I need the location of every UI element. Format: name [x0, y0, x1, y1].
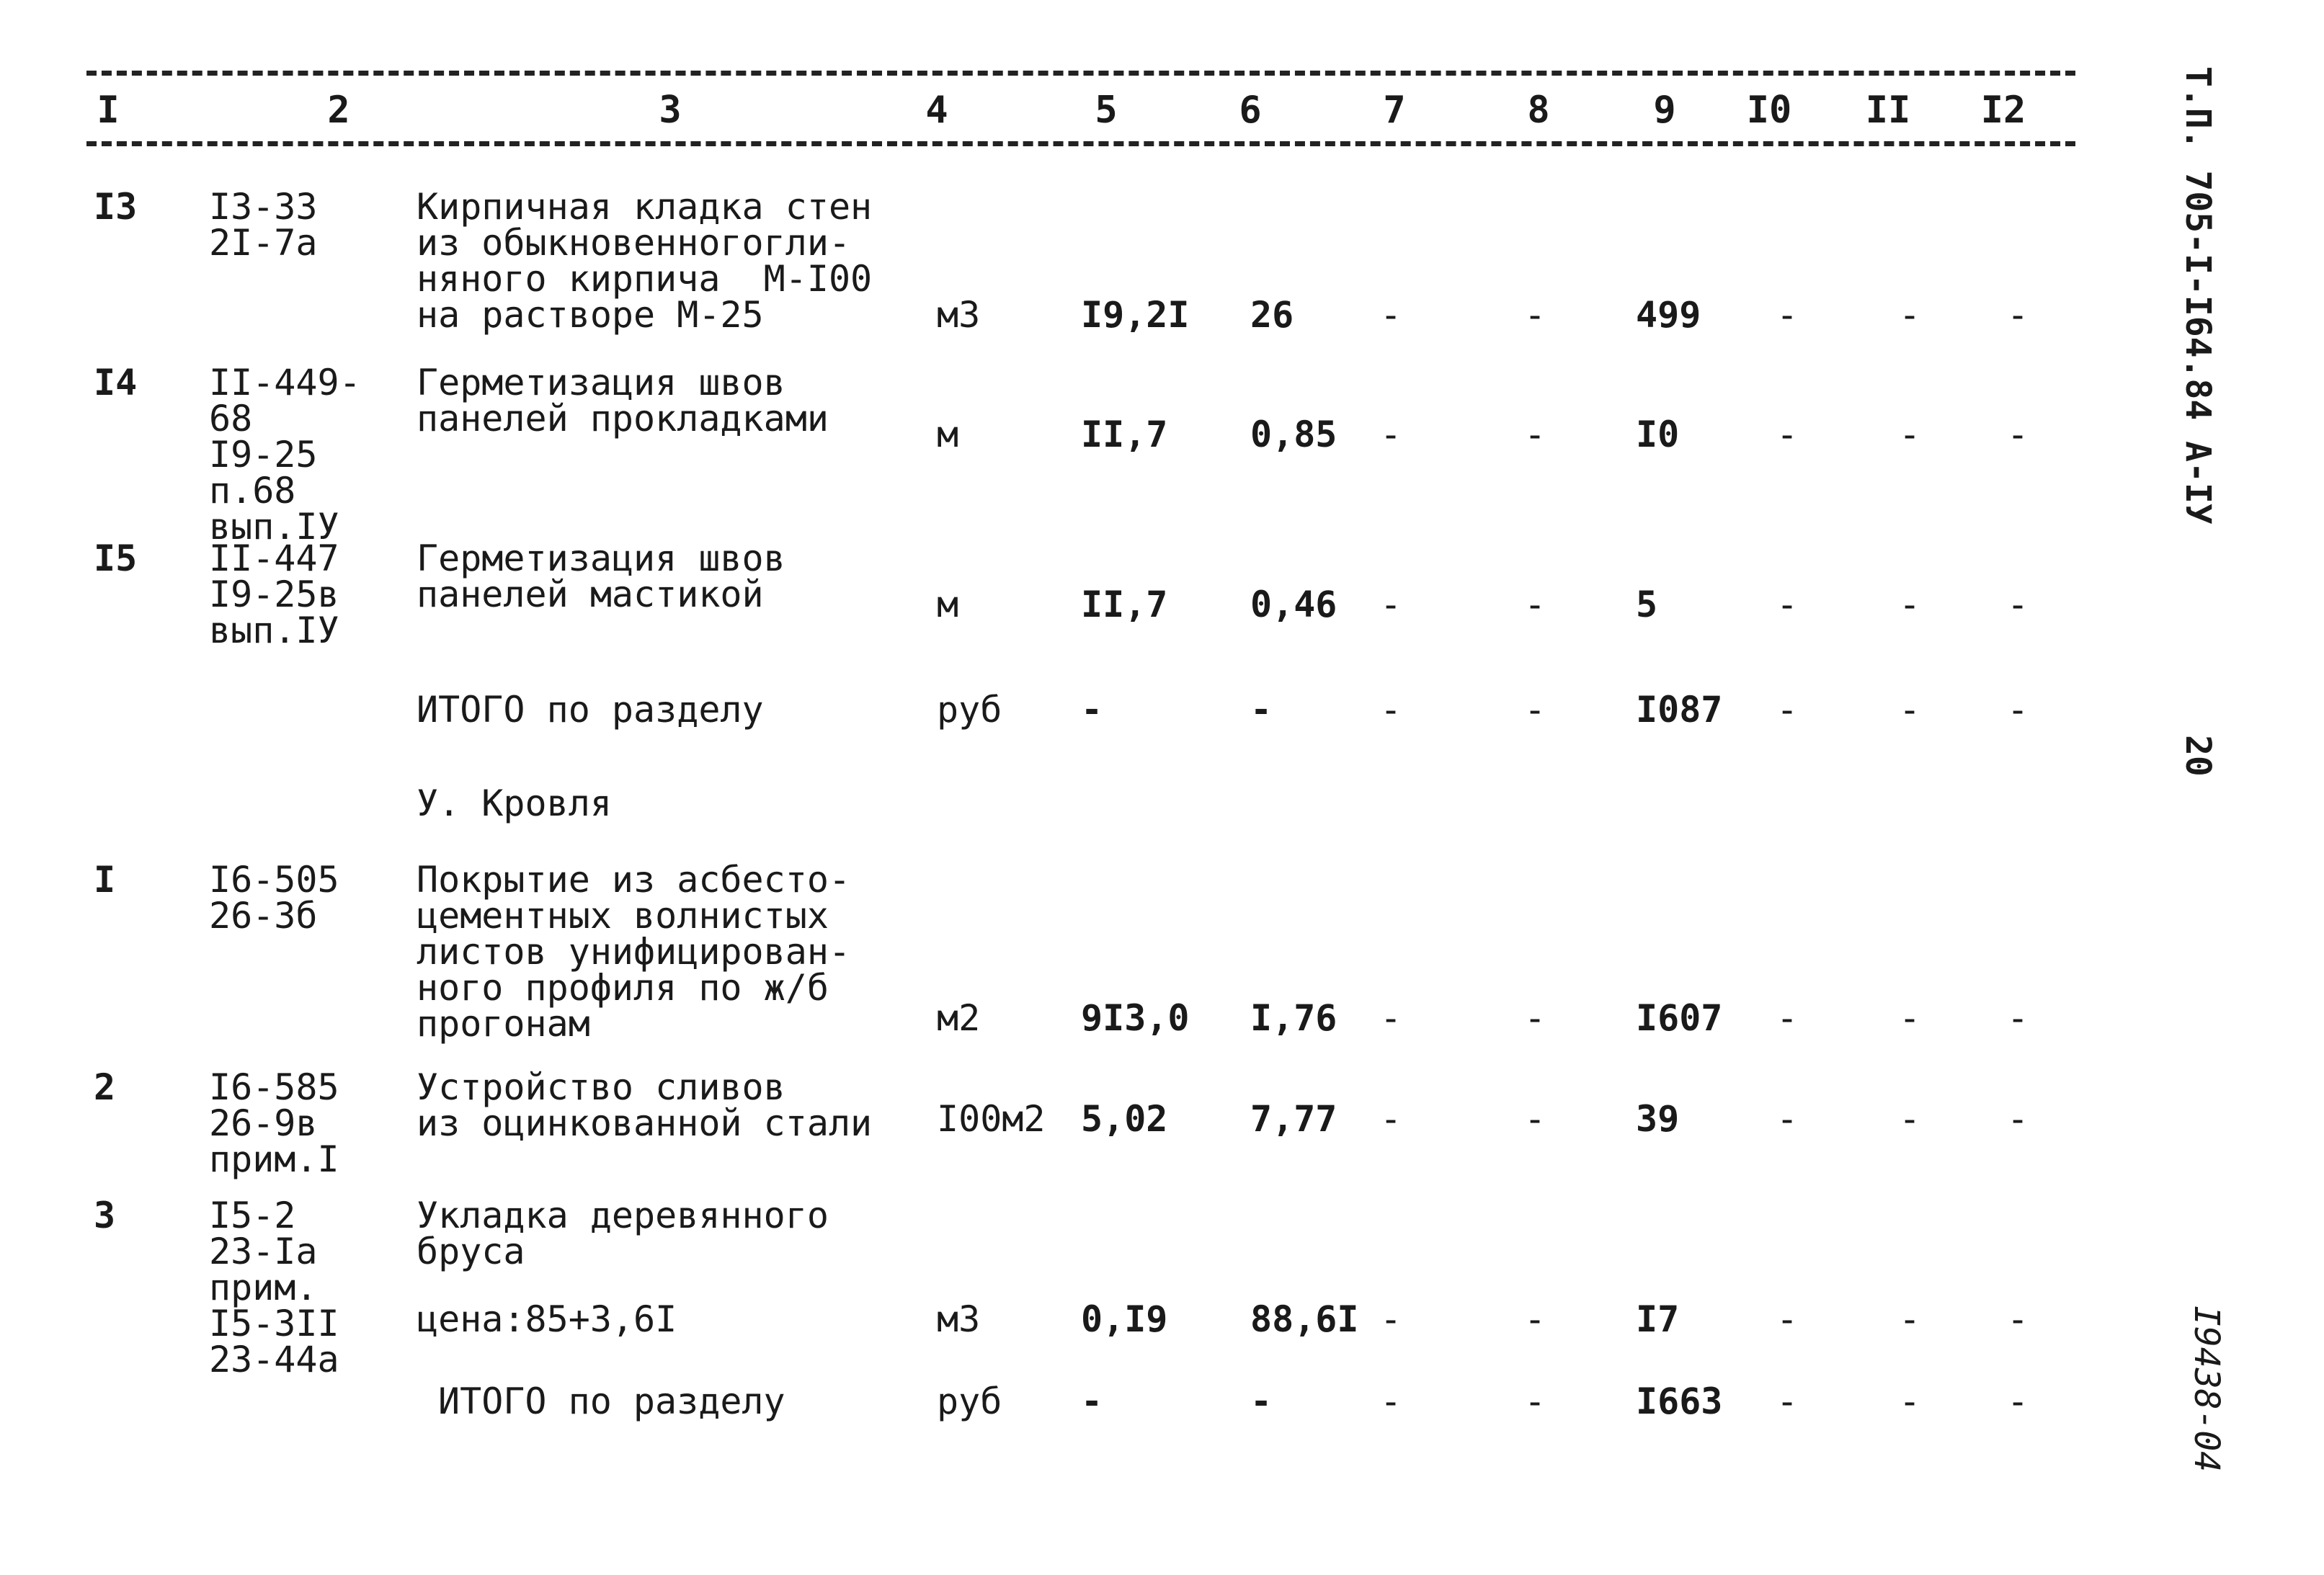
- cell-num: I5: [94, 537, 138, 579]
- cell-c7: -: [1379, 1098, 1402, 1140]
- cell-c11: -: [1898, 1098, 1921, 1140]
- cell-qty: I9,2I: [1081, 294, 1190, 336]
- cell-c7: -: [1379, 689, 1402, 731]
- cell-c12: -: [2006, 1298, 2029, 1340]
- header-col-1: I: [97, 89, 120, 132]
- cell-c8: -: [1523, 1098, 1546, 1140]
- cell-code: I3-33 2I-7a: [209, 186, 318, 264]
- header-col-2: 2: [327, 89, 350, 132]
- cell-c8: -: [1523, 1380, 1546, 1422]
- cell-code: II-449- 68 I9-25 п.68 вып.IУ: [209, 362, 361, 548]
- cell-c8: -: [1523, 1298, 1546, 1340]
- cell-c10: -: [1776, 294, 1799, 336]
- header-col-8: 8: [1527, 89, 1550, 132]
- cell-c10: -: [1776, 689, 1799, 731]
- cell-desc: ИТОГО по разделу: [438, 1380, 785, 1422]
- series-label: Т.П. 705-I-I64.84 А-IУ: [2178, 66, 2218, 525]
- cell-c11: -: [1898, 1298, 1921, 1340]
- cell-price: -: [1250, 1380, 1273, 1422]
- cell-desc: Покрытие из асбесто- цементных волнистых листов унифицирован- ного профиля по ж/б прогонам: [417, 859, 851, 1045]
- cell-c12: -: [2006, 689, 2029, 731]
- cell-unit: м: [937, 584, 959, 625]
- cell-code: I6-505 26-3б: [209, 859, 339, 937]
- cell-c11: -: [1898, 414, 1921, 455]
- cell-qty: -: [1081, 689, 1103, 731]
- cell-c9: I087: [1636, 689, 1723, 731]
- cell-price: I,76: [1250, 997, 1337, 1039]
- cell-c8: -: [1523, 414, 1546, 455]
- header-col-3: 3: [659, 89, 682, 132]
- cell-price: 7,77: [1250, 1098, 1337, 1140]
- cell-c9: I607: [1636, 997, 1723, 1039]
- header-bottom-rule: [86, 141, 2075, 146]
- header-col-11: II: [1865, 89, 1911, 132]
- cell-c8: -: [1523, 584, 1546, 625]
- cell-desc: Герметизация швов панелей прокладками: [417, 362, 829, 440]
- cell-c7: -: [1379, 584, 1402, 625]
- cell-num: 3: [94, 1195, 116, 1236]
- cell-code: I5-2 23-Iа прим. I5-3II 23-44а: [209, 1195, 339, 1380]
- cell-c8: -: [1523, 689, 1546, 731]
- cell-desc: У. Кровля: [417, 782, 612, 824]
- cell-c12: -: [2006, 1098, 2029, 1140]
- header-col-10: I0: [1746, 89, 1792, 132]
- cell-qty: -: [1081, 1380, 1103, 1422]
- header-top-rule: [86, 71, 2075, 76]
- header-col-9: 9: [1653, 89, 1676, 132]
- cell-num: I: [94, 859, 116, 901]
- cell-unit: м2: [937, 997, 981, 1039]
- cell-price: -: [1250, 689, 1273, 731]
- cell-code: I6-585 26-9в прим.I: [209, 1066, 339, 1180]
- cell-c11: -: [1898, 294, 1921, 336]
- cell-price: 88,6I: [1250, 1298, 1359, 1340]
- header-col-4: 4: [925, 89, 948, 132]
- cell-c12: -: [2006, 1380, 2029, 1422]
- cell-qty: II,7: [1081, 414, 1168, 455]
- cell-desc: Устройство сливов из оцинкованной стали: [417, 1066, 873, 1144]
- cell-code: II-447 I9-25в вып.IУ: [209, 537, 339, 651]
- cell-desc: ИТОГО по разделу: [417, 689, 764, 731]
- cell-price: 26: [1250, 294, 1294, 336]
- cell-c12: -: [2006, 414, 2029, 455]
- cell-c10: -: [1776, 1298, 1799, 1340]
- cell-c9: I7: [1636, 1298, 1680, 1340]
- cell-qty: II,7: [1081, 584, 1168, 625]
- cell-desc: Кирпичная кладка стен из обыкновенногогли- няного кирпича М-I00 на растворе М-25: [417, 186, 873, 336]
- cell-c11: -: [1898, 689, 1921, 731]
- cell-c9: 499: [1636, 294, 1701, 336]
- cell-unit: м3: [937, 294, 981, 336]
- cell-c11: -: [1898, 997, 1921, 1039]
- cell-c11: -: [1898, 584, 1921, 625]
- cell-unit: руб: [937, 1380, 1002, 1422]
- cell-c8: -: [1523, 294, 1546, 336]
- cell-num: I3: [94, 186, 138, 228]
- page-number: 20: [2178, 735, 2218, 777]
- cell-price: 0,46: [1250, 584, 1337, 625]
- cell-price: 0,85: [1250, 414, 1337, 455]
- header-col-6: 6: [1239, 89, 1262, 132]
- cell-unit: м: [937, 414, 959, 455]
- cell-desc: Герметизация швов панелей мастикой: [417, 537, 785, 615]
- cell-unit: руб: [937, 689, 1002, 731]
- cell-desc: цена:85+3,6I: [417, 1298, 677, 1340]
- cell-c10: -: [1776, 414, 1799, 455]
- cell-c10: -: [1776, 1380, 1799, 1422]
- cell-qty: 5,02: [1081, 1098, 1168, 1140]
- cell-c7: -: [1379, 414, 1402, 455]
- cell-c7: -: [1379, 997, 1402, 1039]
- cell-c10: -: [1776, 1098, 1799, 1140]
- cell-c9: I0: [1636, 414, 1680, 455]
- cell-qty: 9I3,0: [1081, 997, 1190, 1039]
- cell-qty: 0,I9: [1081, 1298, 1168, 1340]
- cell-c8: -: [1523, 997, 1546, 1039]
- header-col-5: 5: [1095, 89, 1118, 132]
- cell-c7: -: [1379, 294, 1402, 336]
- cell-c10: -: [1776, 584, 1799, 625]
- archive-number: I9438-04: [2186, 1306, 2227, 1473]
- cell-num: 2: [94, 1066, 116, 1108]
- cell-unit: м3: [937, 1298, 981, 1340]
- cell-c9: 39: [1636, 1098, 1680, 1140]
- cell-unit: I00м2: [937, 1098, 1046, 1140]
- cell-c12: -: [2006, 294, 2029, 336]
- cell-c9: 5: [1636, 584, 1658, 625]
- header-col-12: I2: [1980, 89, 2026, 132]
- cell-desc: Укладка деревянного бруса: [417, 1195, 829, 1272]
- cell-c11: -: [1898, 1380, 1921, 1422]
- cell-num: I4: [94, 362, 138, 403]
- cell-c10: -: [1776, 997, 1799, 1039]
- cell-c9: I663: [1636, 1380, 1723, 1422]
- cell-c7: -: [1379, 1380, 1402, 1422]
- cell-c7: -: [1379, 1298, 1402, 1340]
- cell-c12: -: [2006, 997, 2029, 1039]
- cell-c12: -: [2006, 584, 2029, 625]
- header-col-7: 7: [1383, 89, 1406, 132]
